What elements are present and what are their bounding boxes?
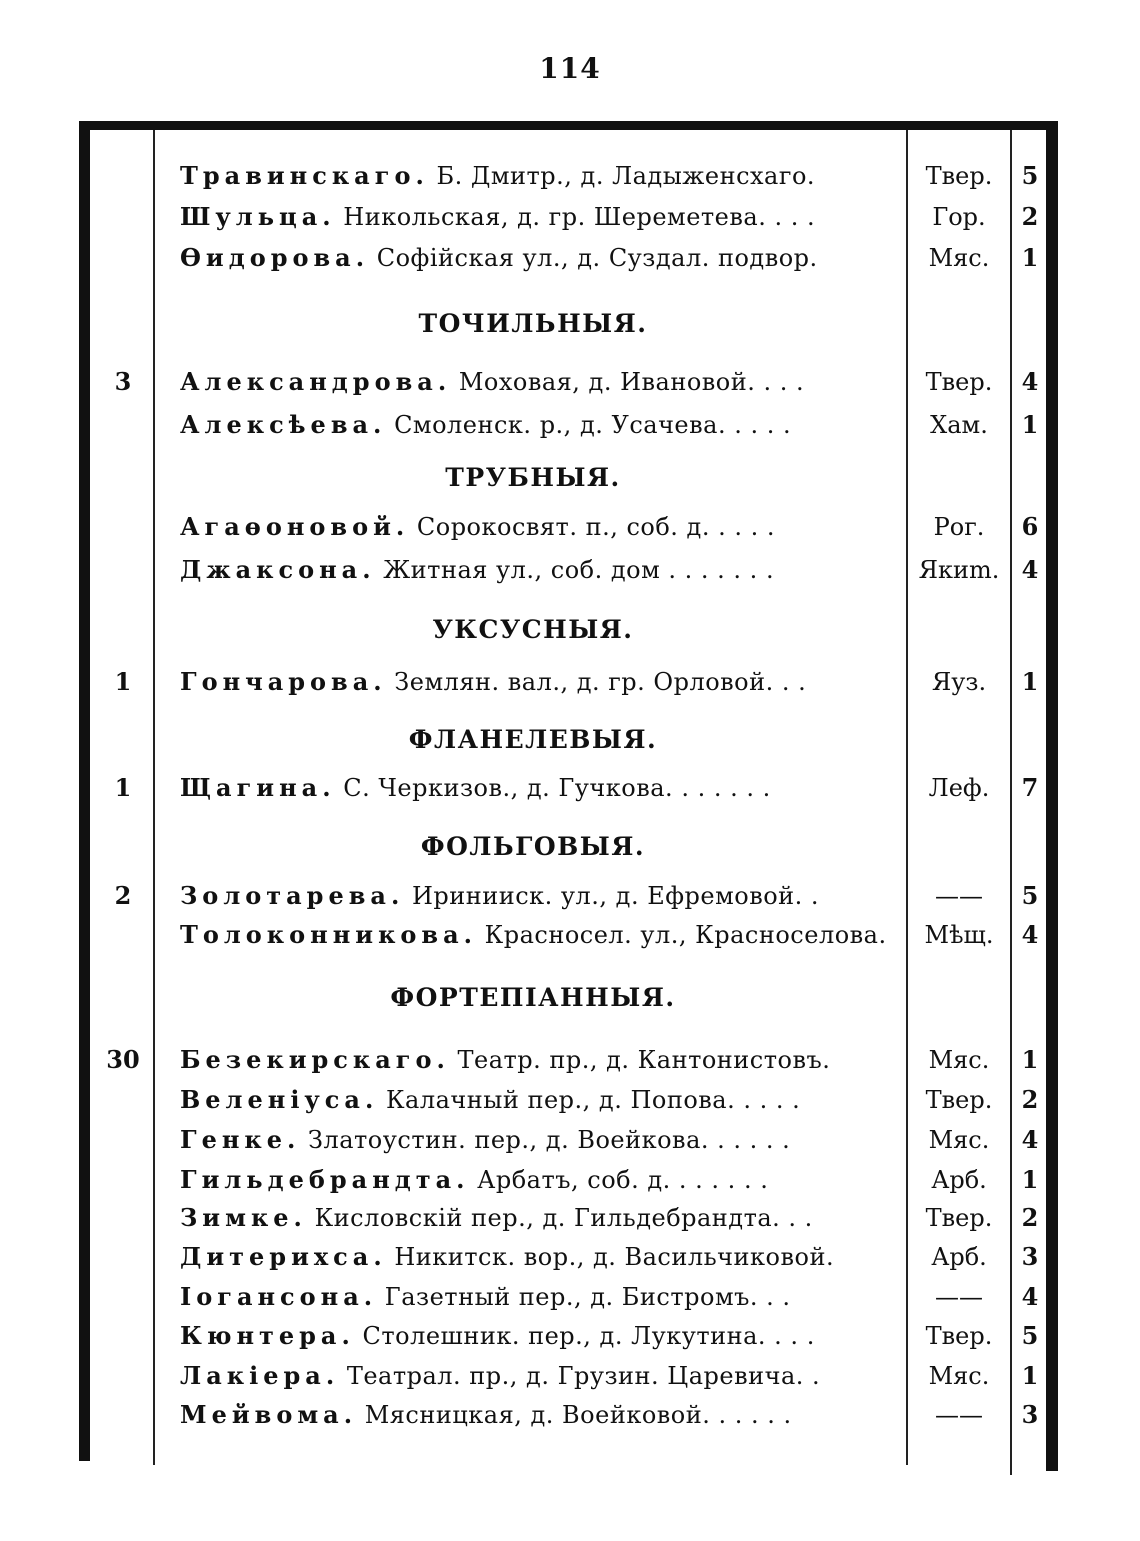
address: Красносел. ул., Красноселова. [484,921,887,949]
entry-text [180,1040,898,1080]
address: С. Черкизов., д. Гучкова. . . . . . . [343,774,771,802]
table-row [0,1120,1140,1160]
entry-text [180,507,898,547]
address: Столешник. пер., д. Лукутина. . . . [362,1322,815,1350]
section-heading: УКСУСНЫЯ. [432,615,634,644]
district: Мяс. [928,1362,990,1390]
section-heading: ТРУБНЫЯ. [445,463,621,492]
quarter-number: 1 [1021,667,1039,696]
address: Землян. вал., д. гр. Орловой. . . [394,668,807,696]
table-row [0,1356,1140,1396]
district: Арб. [931,1166,987,1194]
quarter-number: 5 [1021,881,1039,910]
owner-name: Агаөоновой. [180,512,410,541]
page-number: 114 [539,52,601,85]
district: —— [935,1283,983,1311]
owner-name: Өидорова. [180,243,370,272]
entry-text [180,238,898,278]
owner-name: Толоконникова. [180,920,477,949]
district: Твер. [925,162,993,190]
district: Яуз. [931,668,987,696]
address: Смоленск. р., д. Усачева. . . . . [394,411,792,439]
table-row [0,507,1140,547]
quarter-number: 5 [1021,1321,1039,1350]
owner-name: Шульца. [180,202,336,231]
quarter-number: 3 [1021,1400,1039,1429]
district: Арб. [931,1243,987,1271]
owner-name: Мейвома. [180,1400,358,1429]
table-row [0,1395,1140,1435]
district: Мяс. [928,244,990,272]
owner-name: Іогансона. [180,1282,378,1311]
section-heading: ТОЧИЛЬНЫЯ. [418,309,648,338]
quarter-number: 1 [1021,1361,1039,1390]
district: Леф. [928,774,990,802]
owner-name: Алексѣева. [180,410,387,439]
owner-name: Кюнтера. [180,1321,355,1350]
table-row [0,197,1140,237]
table-row [0,1040,1140,1080]
table-row [0,362,1140,402]
table-row [0,915,1140,955]
address: Театр. пр., д. Кантонистовъ. [457,1046,831,1074]
address: Софійская ул., д. Суздал. подвор. [376,244,818,272]
entry-count: 3 [114,367,132,396]
address: Газетный пер., д. Бистромъ. . . [384,1283,791,1311]
quarter-number: 2 [1021,1203,1039,1232]
quarter-number: 5 [1021,161,1039,190]
address: Калачный пер., д. Попова. . . . . [385,1086,801,1114]
entry-text [180,876,898,916]
entry-text [180,1277,898,1317]
entry-text [180,550,898,590]
table-row [0,156,1140,196]
district: Рог. [933,513,985,541]
district: Твер. [925,1322,993,1350]
table-row [0,1237,1140,1277]
owner-name: Александрова. [180,367,452,396]
quarter-number: 6 [1021,512,1039,541]
address: Моховая, д. Ивановой. . . . [458,368,805,396]
district: —— [935,882,983,910]
entry-text [180,662,898,702]
section-heading: ФОЛЬГОВЫЯ. [420,832,646,861]
owner-name: Лакіера. [180,1361,340,1390]
quarter-number: 4 [1021,1125,1039,1154]
entry-text [180,915,898,955]
entry-text [180,1237,898,1277]
entry-text [180,1316,898,1356]
section-heading: ФЛАНЕЛЕВЫЯ. [408,725,658,754]
table-row [0,405,1140,445]
address: Сорокосвят. п., соб. д. . . . . [416,513,775,541]
quarter-number: 2 [1021,202,1039,231]
table-row [0,768,1140,808]
address: Иринииск. ул., д. Ефремовой. . [411,882,820,910]
owner-name: Генке. [180,1125,301,1154]
district: Мяс. [928,1046,990,1074]
entry-text [180,1080,898,1120]
owner-name: Джаксона. [180,555,376,584]
owner-name: Веленіуса. [180,1085,379,1114]
entry-text [180,156,898,196]
owner-name: Золотарева. [180,881,405,910]
entry-text [180,1395,898,1435]
address: Театрал. пр., д. Грузин. Царевича. . [346,1362,821,1390]
quarter-number: 4 [1021,555,1039,584]
table-row [0,876,1140,916]
owner-name: Дитерихса. [180,1242,387,1271]
district: Мяс. [928,1126,990,1154]
section-heading: ФОРТЕПІАННЫЯ. [390,983,676,1012]
quarter-number: 4 [1021,920,1039,949]
address: Никольская, д. гр. Шереметева. . . . [343,203,816,231]
table-row [0,1277,1140,1317]
owner-name: Щагина. [180,773,336,802]
entry-text [180,1160,898,1200]
table-row [0,662,1140,702]
entry-count: 1 [114,667,132,696]
table-row [0,1198,1140,1238]
district: Твер. [925,368,993,396]
table-row [0,1160,1140,1200]
table-row [0,550,1140,590]
owner-name: Безекирскаго. [180,1045,450,1074]
address: Арбатъ, соб. д. . . . . . . [477,1166,769,1194]
table-row [0,1080,1140,1120]
quarter-number: 1 [1021,410,1039,439]
owner-name: Гончарова. [180,667,387,696]
entry-text [180,1198,898,1238]
entry-text [180,362,898,402]
owner-name: Гильдебрандта. [180,1165,470,1194]
address: Златоустин. пер., д. Воейкова. . . . . . [308,1126,791,1154]
quarter-number: 4 [1021,367,1039,396]
district: Твер. [925,1204,993,1232]
entry-count: 30 [106,1045,140,1074]
entry-count: 2 [114,881,132,910]
address: Мясницкая, д. Воейковой. . . . . . [364,1401,792,1429]
district: —— [935,1401,983,1429]
quarter-number: 7 [1021,773,1039,802]
district: Хам. [930,411,988,439]
owner-name: Зимке. [180,1203,307,1232]
quarter-number: 4 [1021,1282,1039,1311]
quarter-number: 2 [1021,1085,1039,1114]
entry-text [180,197,898,237]
district: Твер. [925,1086,993,1114]
table-row [0,238,1140,278]
address: Кисловскій пер., д. Гильдебрандта. . . [314,1204,813,1232]
address: Б. Дмитр., д. Ладыженсхаго. [436,162,816,190]
entry-text [180,1120,898,1160]
quarter-number: 1 [1021,1165,1039,1194]
table-row [0,1316,1140,1356]
entry-text [180,768,898,808]
table-top-border [88,121,1058,130]
entry-text [180,1356,898,1396]
quarter-number: 1 [1021,243,1039,272]
address: Никитск. вор., д. Васильчиковой. [394,1243,835,1271]
quarter-number: 3 [1021,1242,1039,1271]
district: Якиm. [918,556,1000,584]
quarter-number: 1 [1021,1045,1039,1074]
owner-name: Травинскаго. [180,161,429,190]
entry-count: 1 [114,773,132,802]
entry-text [180,405,898,445]
district: Мѣщ. [924,921,994,949]
district: Гор. [932,203,986,231]
address: Житная ул., соб. дом . . . . . . . [383,556,775,584]
